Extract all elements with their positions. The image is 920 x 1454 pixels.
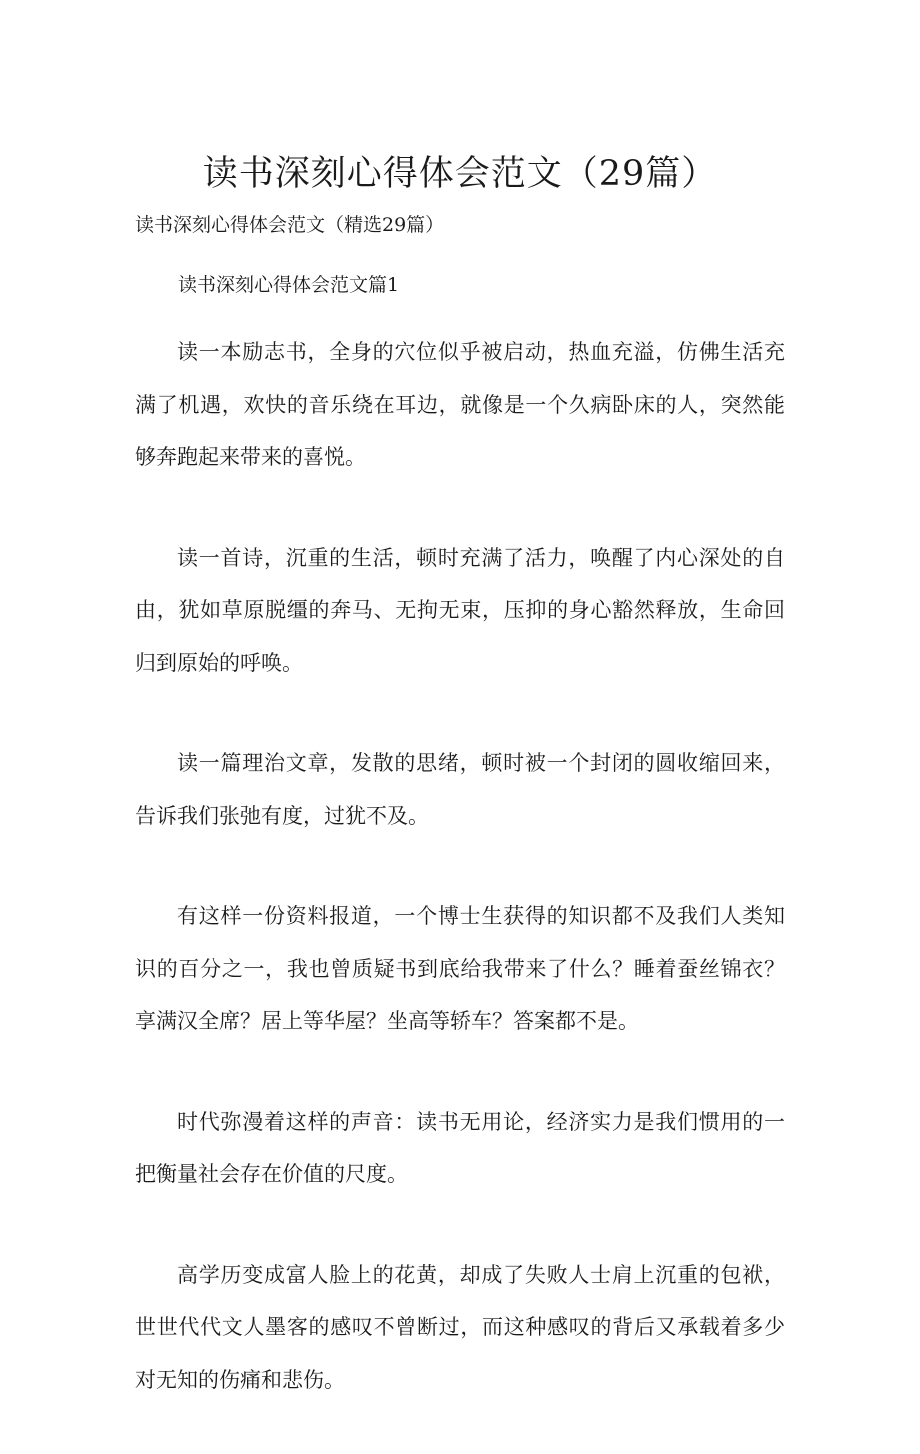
section-heading: 读书深刻心得体会范文篇1: [178, 274, 400, 296]
document-title: 读书深刻心得体会范文（29篇）: [202, 154, 718, 194]
paragraph: 读一本励志书，全身的穴位似乎被启动，热血充溢，仿佛生活充满了机遇，欢快的音乐绕在耳边，就像是一个久病卧床的人，突然能够奔跑起来带来的喜悦。: [135, 340, 785, 469]
paragraph: 高学历变成富人脸上的花黄，却成了失败人士肩上沉重的包袱，世世代代文人墨客的感叹不曾断过，而这种感叹的背后又承载着多少对无知的伤痛和悲伤。: [135, 1262, 785, 1392]
paragraph: 读一篇理治文章，发散的思绪，顿时被一个封闭的圆收缩回来，告诉我们张弛有度，过犹不及。: [135, 751, 785, 828]
paragraph: 读一首诗，沉重的生活，顿时充满了活力，唤醒了内心深处的自由，犹如草原脱缰的奔马、无拘无束，压抑的身心豁然释放，生命回归到原始的呼唤。: [135, 545, 785, 675]
body-text: [135, 326, 785, 1454]
document-subtitle: 读书深刻心得体会范文（精选29篇）: [135, 214, 445, 236]
paragraph: 有这样一份资料报道，一个博士生获得的知识都不及我们人类知识的百分之一，我也曾质疑书到底给我带来了什么？睡着蚕丝锦衣？享满汉全席？居上等华屋？坐高等轿车？答案都不是。: [135, 904, 785, 1033]
paragraph: 时代弥漫着这样的声音：读书无用论，经济实力是我们惯用的一把衡量社会存在价值的尺度。: [135, 1109, 785, 1186]
